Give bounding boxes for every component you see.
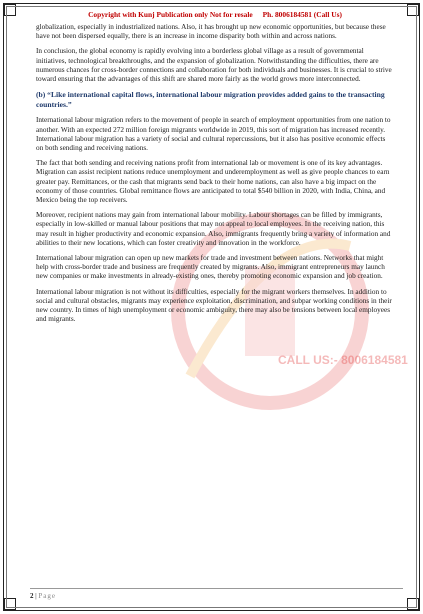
watermark-text: CALL US:- 8006184581: [278, 353, 408, 367]
copyright-notice: Copyright with Kunj Publication only Not for resale: [88, 10, 253, 19]
section-heading: (b) “Like international capital flows, international labour migration provides added gains to the transacting countries.”: [36, 90, 385, 109]
footer-separator: |: [35, 592, 37, 600]
paragraph: International labour migration can open up new markets for trade and investment between nations. Networks that might help with cross-border trade and business are frequently created by migrants. Also, immigrant entrepreneurs may launch new companies or make investments in already-existing ones, thereby promoting economic expansion and job creation.: [36, 254, 385, 281]
page-header: [36, 10, 394, 19]
paragraph: International labour migration is not without its difficulties, especially for the migrant workers themselves. In addition to social and cultural obstacles, migrants may experience exploitation, discrimination, and subpar working conditions in their new country. In times of high unemployment or economic ambiguity, there may also be tensions between local employees and migrants.: [36, 287, 392, 324]
paragraph: International labour migration refers to the movement of people in search of employment opportunities from one nation to another. With an expected 272 million foreign migrants worldwide in 2019, this sort of migration has increased recently. International labour migration has a variety of social and cultural repercussions, but it also has positive economic effects on both sending and receiving nations.: [36, 116, 391, 153]
paragraph: Moreover, recipient nations may gain from international labour mobility. Labour shortages can be filled by immigrants, especially in low-skilled or manual labour positions that may not appeal to local employees. In the receiving nation, this may result in higher productivity and economic expansion. Also, immigrants frequently bring a variety of information and abilities to their new locations, which can foster creativity and innovation in the workforce.: [36, 211, 391, 247]
paragraph: In conclusion, the global economy is rapidly evolving into a borderless global village as a result of governmental initiatives, technological breakthroughs, and the expansion of globalization. Notwithstanding the difficulties, there are numerous chances for cross-border connections and collaboration for both individuals and businesses. It is crucial to strive toward ensuring that the advantages of this shift are shared more fairly as the world grows more interconnected.: [36, 47, 392, 84]
paragraph: The fact that both sending and receiving nations profit from international lab or movement is one of its key advantages. Migration can assist recipient nations reduce unemployment and underemployment as well as give people chances to earn greater pay. Remittances, or the cash that migrants send back to their home nations, can also have a big impact on the economy of those countries. Global remittance flows are anticipated to total $540 billion in 2020, with India, China, and Mexico being the top receivers.: [36, 159, 390, 205]
document-page: [36, 10, 394, 604]
paragraph: globalization, especially in industrialized nations. Also, it has brought up new economic opportunities, but because these have not been dispersed equally, there is an increase in income disparity both within and across nations.: [36, 23, 386, 41]
page-footer: [30, 588, 403, 600]
phone-contact: Ph. 8006184581 (Call Us): [262, 10, 342, 19]
page-number: 2: [30, 592, 34, 600]
page-label: Page: [38, 592, 57, 600]
